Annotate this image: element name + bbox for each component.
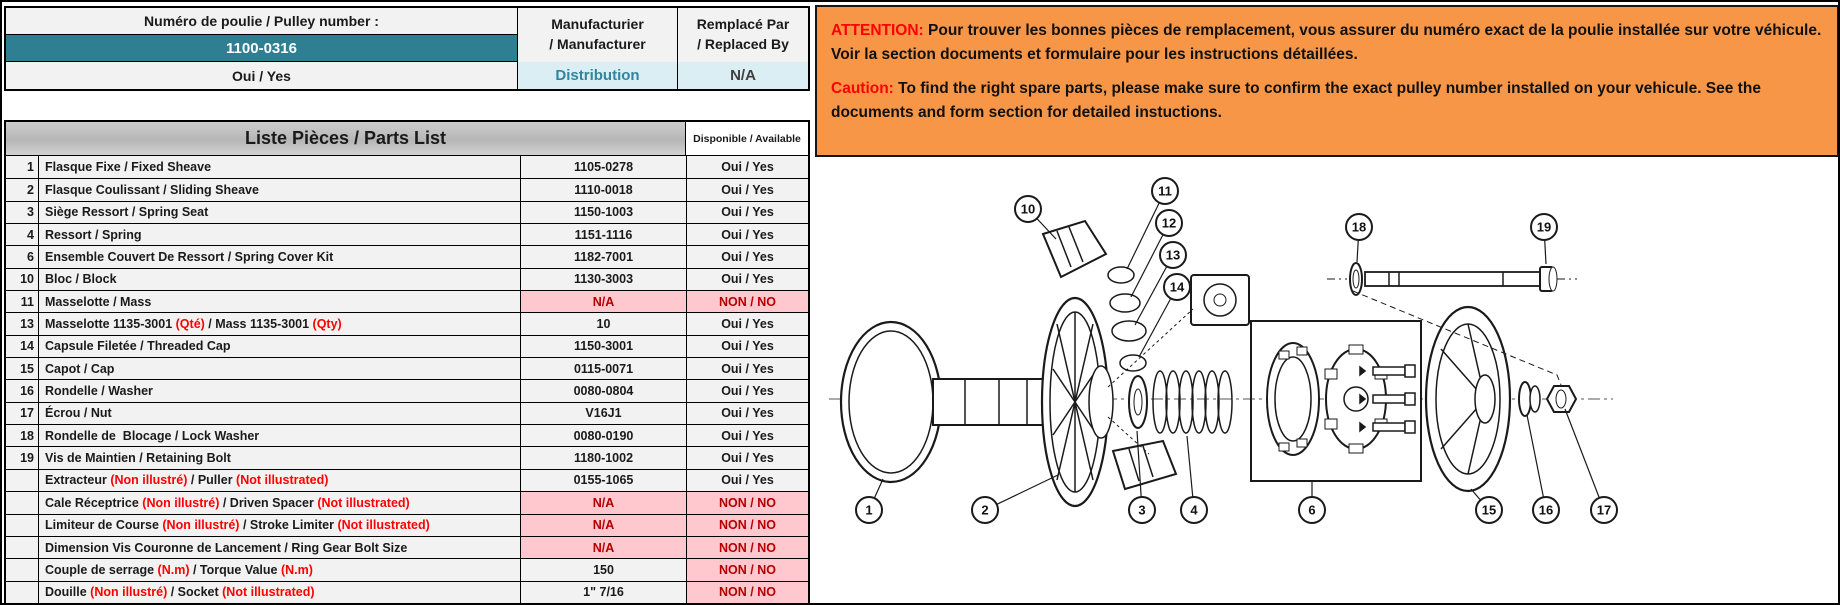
row-number: 10 xyxy=(6,269,39,290)
part-number: 1180-1002 xyxy=(521,447,687,468)
table-row xyxy=(6,335,808,357)
available-column-header: Disponible / Available xyxy=(686,122,808,155)
row-number xyxy=(6,492,39,513)
part-description: Rondelle / Washer xyxy=(39,380,521,401)
replaced-by-header-line1: Remplacé Par xyxy=(696,16,790,33)
row-number xyxy=(6,470,39,491)
row-number xyxy=(6,537,39,558)
callout-14 xyxy=(1139,274,1190,357)
part-number: 1150-1003 xyxy=(521,202,687,223)
part-description: Capsule Filetée / Threaded Cap xyxy=(39,336,521,357)
part-description: Flasque Coulissant / Sliding Sheave xyxy=(39,179,521,200)
parts-list-header xyxy=(6,122,808,156)
parts-list-table xyxy=(4,120,810,605)
svg-text:18: 18 xyxy=(1351,219,1367,235)
callout-17 xyxy=(1565,409,1617,523)
table-row xyxy=(6,402,808,424)
table-row xyxy=(6,446,808,468)
part-number: 1151-1116 xyxy=(521,224,687,245)
row-number xyxy=(6,515,39,536)
table-row xyxy=(6,156,808,178)
row-number: 14 xyxy=(6,336,39,357)
availability: Oui / Yes xyxy=(721,384,774,399)
part-number: 0155-1065 xyxy=(521,470,687,491)
replaced-by-header-line2: / Replaced By xyxy=(697,36,789,52)
part-description: Bloc / Block xyxy=(39,269,521,290)
pulley-number-value: 1100-0316 xyxy=(6,35,518,62)
availability: Oui / Yes xyxy=(721,272,774,287)
row-number: 4 xyxy=(6,224,39,245)
part-number: 0115-0071 xyxy=(521,358,687,379)
table-row xyxy=(6,223,808,245)
callout-16 xyxy=(1527,415,1559,523)
row-number: 17 xyxy=(6,403,39,424)
part-description: Douille (Non illustré) / Socket (Not illustrated) xyxy=(39,582,521,603)
table-row xyxy=(6,536,808,558)
part-number: N/A xyxy=(521,291,687,312)
availability: NON / NO xyxy=(687,559,808,580)
manufacturer-header-line1: Manufacturier xyxy=(551,16,644,33)
availability: Oui / Yes xyxy=(721,205,774,220)
callout-6 xyxy=(1299,482,1325,523)
svg-text:13: 13 xyxy=(1165,247,1181,263)
manufacturer-header-line2: / Manufacturer xyxy=(549,36,646,52)
table-row xyxy=(6,469,808,491)
table-row xyxy=(6,514,808,536)
warning-english xyxy=(831,77,1823,126)
svg-text:12: 12 xyxy=(1161,215,1177,231)
part-description: Extracteur (Non illustré) / Puller (Not illustrated) xyxy=(39,470,521,491)
part-number: 150 xyxy=(521,559,687,580)
table-row xyxy=(6,268,808,290)
part-number: 1" 7/16 xyxy=(521,582,687,603)
warning-french xyxy=(831,19,1823,68)
row-number: 15 xyxy=(6,358,39,379)
availability: NON / NO xyxy=(687,492,808,513)
row-number: 11 xyxy=(6,291,39,312)
row-number xyxy=(6,582,39,603)
callout-18 xyxy=(1346,214,1372,262)
availability: Oui / Yes xyxy=(721,428,774,443)
availability: Oui / Yes xyxy=(721,406,774,421)
svg-text:17: 17 xyxy=(1596,502,1612,518)
parts-table-body xyxy=(6,156,808,603)
availability: NON / NO xyxy=(687,515,808,536)
availability: Oui / Yes xyxy=(721,183,774,198)
row-number: 2 xyxy=(6,179,39,200)
part-number: 1110-0018 xyxy=(521,179,687,200)
table-row xyxy=(6,491,808,513)
table-row xyxy=(6,558,808,580)
part-number: 1105-0278 xyxy=(521,156,687,178)
part-description: Ensemble Couvert De Ressort / Spring Cover Kit xyxy=(39,246,521,267)
svg-text:11: 11 xyxy=(1158,183,1172,199)
callout-1 xyxy=(856,479,883,523)
row-number: 19 xyxy=(6,447,39,468)
availability: Oui / Yes xyxy=(721,227,774,242)
availability: Oui / Yes xyxy=(721,317,774,332)
availability: NON / NO xyxy=(687,537,808,558)
availability: NON / NO xyxy=(687,291,808,312)
part-number: V16J1 xyxy=(521,403,687,424)
part-number: N/A xyxy=(521,537,687,558)
row-number: 13 xyxy=(6,313,39,334)
pulley-info-table xyxy=(4,6,810,91)
table-row xyxy=(6,379,808,401)
table-row xyxy=(6,312,808,334)
manufacturer-value: Distribution xyxy=(518,62,678,89)
replaced-by-value: N/A xyxy=(678,62,808,89)
callout-19 xyxy=(1531,214,1557,264)
part-description: Ressort / Spring xyxy=(39,224,521,245)
availability: Oui / Yes xyxy=(721,451,774,466)
part-number: 1150-3001 xyxy=(521,336,687,357)
row-number xyxy=(6,559,39,580)
table-row xyxy=(6,581,808,603)
warning-french-text: Pour trouver les bonnes pièces de remplacement, vous assurer du numéro exact de la poulie installée sur votre véhicule. Voir la section documents et formulaire pour les instructions détaillées. xyxy=(831,22,1822,64)
pulley-available-value: Oui / Yes xyxy=(6,62,518,89)
callout-15 xyxy=(1471,489,1502,523)
row-number: 16 xyxy=(6,380,39,401)
part-description: Couple de serrage (N.m) / Torque Value (N.m) xyxy=(39,559,521,580)
svg-text:16: 16 xyxy=(1538,502,1554,518)
part-number: 0080-0804 xyxy=(521,380,687,401)
svg-text:4: 4 xyxy=(1190,502,1198,518)
svg-text:6: 6 xyxy=(1308,502,1316,518)
replaced-by-header xyxy=(678,8,808,62)
svg-text:14: 14 xyxy=(1169,279,1185,295)
row-number: 1 xyxy=(6,156,39,178)
warning-french-label: ATTENTION: xyxy=(831,22,924,39)
warning-english-label: Caution: xyxy=(831,79,894,97)
exploded-diagram xyxy=(812,159,1840,605)
callout-4 xyxy=(1181,436,1207,523)
warning-box xyxy=(815,5,1839,157)
part-number: 10 xyxy=(521,313,687,334)
svg-text:1: 1 xyxy=(865,502,873,518)
part-number: 1182-7001 xyxy=(521,246,687,267)
part-description: Limiteur de Course (Non illustré) / Stroke Limiter (Not illustrated) xyxy=(39,515,521,536)
manufacturer-header xyxy=(518,8,678,62)
svg-text:10: 10 xyxy=(1020,201,1036,217)
part-description: Masselotte / Mass xyxy=(39,291,521,312)
svg-text:3: 3 xyxy=(1138,502,1146,518)
row-number: 3 xyxy=(6,202,39,223)
part-description: Masselotte 1135-3001 (Qté) / Mass 1135-3001 (Qty) xyxy=(39,313,521,334)
availability: Oui / Yes xyxy=(721,361,774,376)
table-row xyxy=(6,424,808,446)
callout-10 xyxy=(1015,196,1056,239)
part-description: Siège Ressort / Spring Seat xyxy=(39,202,521,223)
table-row xyxy=(6,357,808,379)
table-row xyxy=(6,290,808,312)
part-number: 0080-0190 xyxy=(521,425,687,446)
part-description: Flasque Fixe / Fixed Sheave xyxy=(39,156,521,178)
svg-text:19: 19 xyxy=(1536,219,1552,235)
availability: Oui / Yes xyxy=(721,250,774,265)
part-description: Rondelle de Blocage / Lock Washer xyxy=(39,425,521,446)
availability: Oui / Yes xyxy=(721,339,774,354)
callout-2 xyxy=(972,475,1058,523)
table-row xyxy=(6,178,808,200)
part-description: Écrou / Nut xyxy=(39,403,521,424)
part-description: Capot / Cap xyxy=(39,358,521,379)
row-number: 18 xyxy=(6,425,39,446)
part-description: Dimension Vis Couronne de Lancement / Ring Gear Bolt Size xyxy=(39,537,521,558)
table-row xyxy=(6,245,808,267)
svg-text:15: 15 xyxy=(1481,502,1497,518)
part-description: Cale Réceptrice (Non illustré) / Driven Spacer (Not illustrated) xyxy=(39,492,521,513)
row-number: 6 xyxy=(6,246,39,267)
part-number: N/A xyxy=(521,492,687,513)
availability: Oui / Yes xyxy=(721,160,774,175)
part-number: 1130-3003 xyxy=(521,269,687,290)
parts-list-title: Liste Pièces / Parts List xyxy=(6,122,686,155)
availability: Oui / Yes xyxy=(721,473,774,488)
svg-text:2: 2 xyxy=(981,502,989,518)
part-number: N/A xyxy=(521,515,687,536)
availability: NON / NO xyxy=(687,582,808,603)
pulley-number-label: Numéro de poulie / Pulley number : xyxy=(6,8,518,35)
warning-english-text: To find the right spare parts, please make sure to confirm the exact pulley number installed on your vehicule. See the documents and form section for detailed instuctions. xyxy=(831,79,1761,122)
part-description: Vis de Maintien / Retaining Bolt xyxy=(39,447,521,468)
table-row xyxy=(6,201,808,223)
